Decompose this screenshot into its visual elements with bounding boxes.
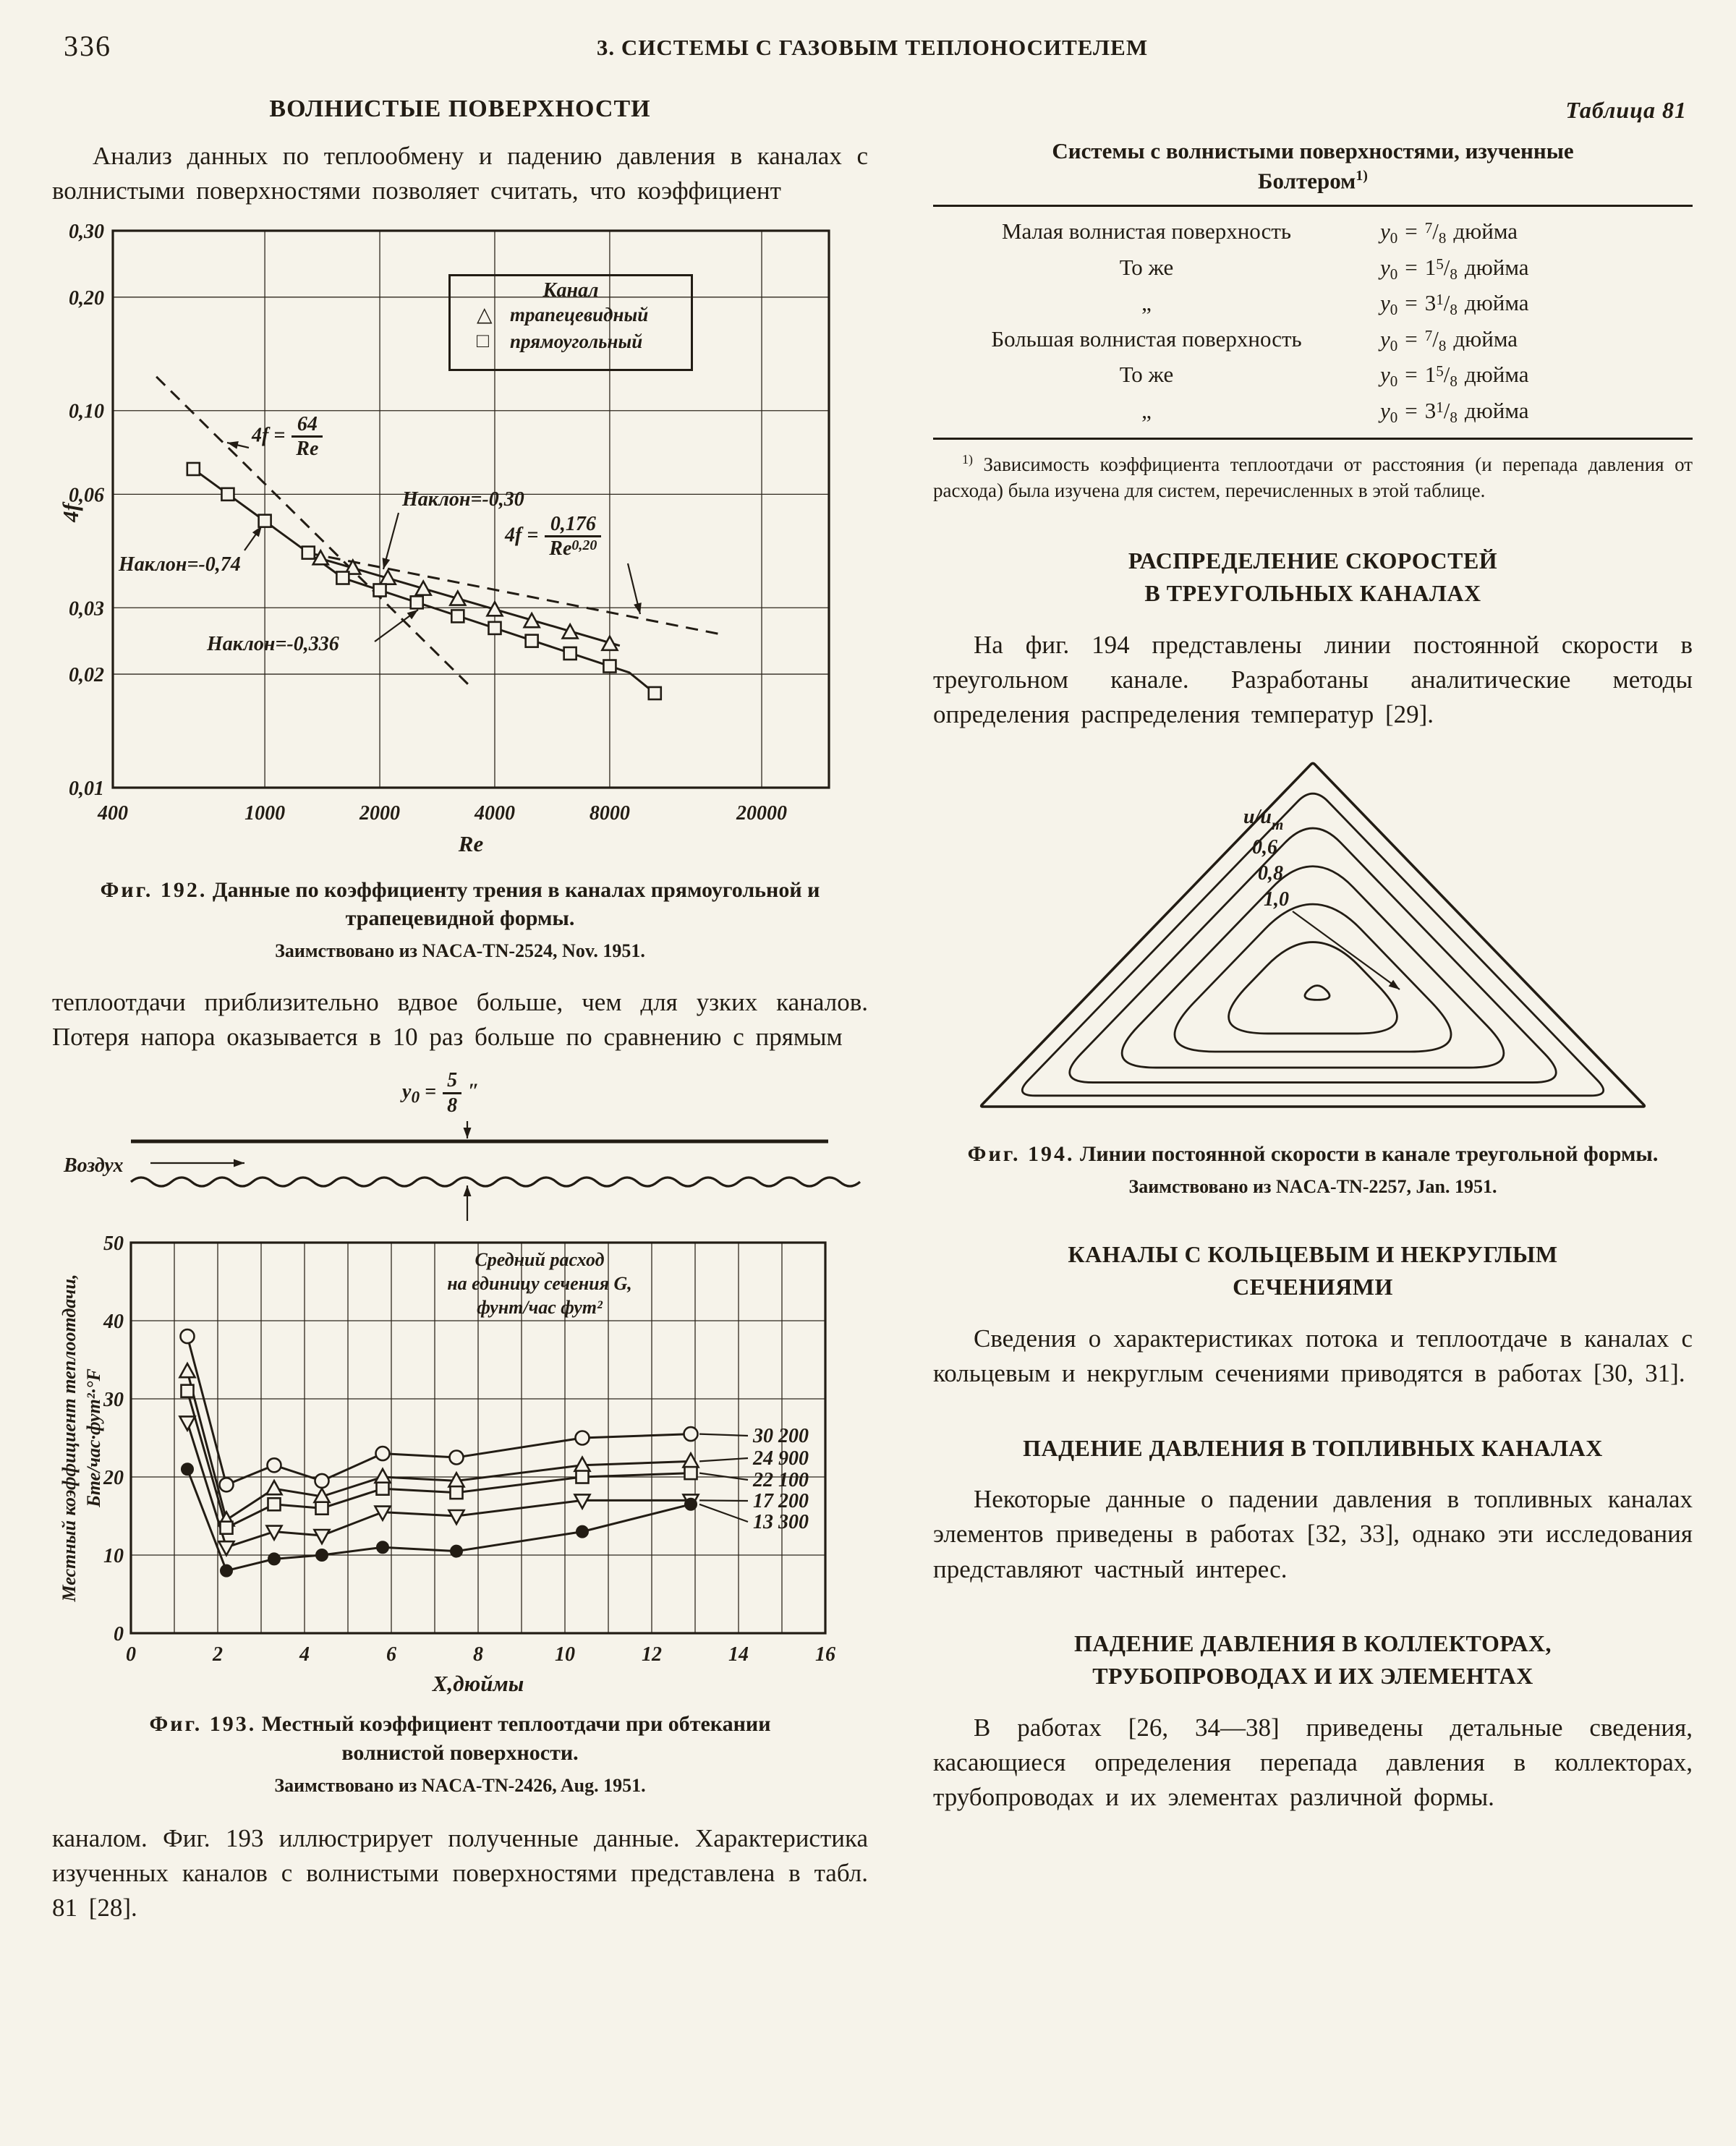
fig194-diagram	[951, 751, 1675, 1127]
chart-text: 40	[103, 1311, 124, 1334]
data-marker	[377, 1541, 389, 1554]
fig192-annotation-slope-030: Наклон=-0,30	[402, 487, 524, 511]
heading-manifolds: ПАДЕНИЕ ДАВЛЕНИЯ В КОЛЛЕКТОРАХ, ТРУБОПРОВОДАХ И ИХ ЭЛЕМЕНТАХ	[1073, 1630, 1552, 1690]
chart-text: на единицу сечения G,	[447, 1273, 632, 1295]
chart-text: 12	[642, 1643, 662, 1666]
table81-label: Таблица 81	[1565, 97, 1687, 123]
data-marker	[451, 1545, 463, 1557]
fig194-level-06: 0,6	[1252, 836, 1277, 859]
inch-mark: ″	[468, 1080, 480, 1103]
chart-text: 0,20	[69, 286, 104, 310]
data-marker	[450, 1451, 464, 1465]
chart-text: 50	[103, 1232, 124, 1256]
chart-text: 0,01	[69, 777, 104, 800]
data-marker	[221, 1522, 233, 1534]
chart-text: Re	[458, 830, 484, 856]
fraction: $\frac{5}{8}$	[443, 1069, 461, 1117]
data-marker	[219, 1542, 234, 1556]
data-marker	[450, 591, 465, 605]
fig193-air-label: Воздух	[64, 1154, 124, 1178]
table-cell-y0: $y_0 = 1^5/_8$ дюйма	[1380, 254, 1529, 283]
data-marker	[268, 1499, 281, 1511]
fig194-quantity-label: $u/u_m$	[1243, 806, 1284, 834]
page-number: 336	[64, 30, 111, 62]
data-marker	[376, 1447, 390, 1460]
chart-text: 20000	[736, 801, 788, 825]
table-row	[933, 286, 1693, 322]
data-marker	[377, 1483, 389, 1495]
paragraph-manifolds: В работах [26, 34—38] приведены детальные сведения, касающиеся определения перепада давления в коллекторах, трубопроводах и их элементах различной формы.	[933, 1713, 1693, 1812]
paragraph-fuel: Некоторые данные о падении давления в топливных каналах элементов приведены в работах [32, 33], однако эти исследования представляют частный интерес.	[933, 1484, 1693, 1583]
chart-text: фунт/час фут²	[477, 1297, 603, 1319]
table-cell-system: Малая волнистая поверхность	[1001, 218, 1292, 244]
data-marker	[684, 1454, 699, 1468]
data-marker	[220, 1478, 234, 1492]
data-marker	[375, 1469, 391, 1483]
data-marker	[684, 1427, 698, 1441]
fig192-legend-item-rectangular	[451, 328, 691, 354]
fig192-annotation-turbulent-equation: 4f = $\frac{0,176}{Re^{0,20}}$	[505, 513, 603, 561]
data-marker	[268, 1459, 281, 1473]
data-marker	[315, 1530, 330, 1543]
data-marker	[180, 1364, 195, 1378]
table-cell-y0: $y_0 = 1^5/_8$ дюйма	[1380, 362, 1529, 391]
table-cell-system: Большая волнистая поверхность	[991, 325, 1302, 352]
data-marker	[187, 463, 200, 475]
left-column	[52, 78, 868, 1925]
chart-text: Средний расход	[475, 1249, 605, 1271]
fig193-y0-label	[402, 1069, 480, 1117]
chart-text: 0,30	[69, 220, 104, 243]
table-cell-system: То же	[1119, 254, 1174, 280]
chart-text: 16	[815, 1643, 835, 1666]
chart-text: Х,дюймы	[432, 1671, 524, 1697]
data-marker	[603, 660, 616, 672]
fig192-legend-label: прямоугольный	[510, 330, 643, 352]
chart-text: 13 300	[753, 1511, 809, 1534]
chart-text: 0,02	[69, 663, 104, 686]
section-title-wavy-surfaces: ВОЛНИСТЫЕ ПОВЕРХНОСТИ	[269, 95, 651, 122]
data-marker	[449, 1510, 464, 1524]
chart-text: Местный коэффициент теплоотдачи,	[59, 1274, 80, 1602]
table-cell-y0: $y_0 = 3^1/_8$ дюйма	[1380, 290, 1529, 319]
data-marker	[526, 634, 538, 647]
chart-text: 30 200	[753, 1425, 809, 1448]
table81-title: Системы с волнистыми поверхностями, изученные Болтером$^{1)}$	[1052, 138, 1574, 194]
data-marker	[374, 584, 386, 596]
y0-symbol: $y_0$ =	[402, 1080, 437, 1107]
data-marker	[563, 624, 578, 638]
fraction: $\frac{64}{Re}$	[292, 413, 323, 461]
square-marker-icon: □	[477, 329, 489, 352]
table81	[933, 205, 1693, 440]
figure-194	[933, 751, 1693, 1198]
fig193-caption	[52, 1710, 868, 1796]
data-marker	[564, 647, 576, 660]
fig194-source: Заимствовано из NACA-TN-2257, Jan. 1951.	[1128, 1176, 1497, 1198]
data-marker	[576, 1471, 589, 1483]
data-marker	[685, 1467, 697, 1479]
fig193-source: Заимствовано из NACA-TN-2426, Aug. 1951.	[274, 1774, 646, 1796]
fig192-annotation-slope-0336: Наклон=-0,336	[207, 632, 339, 655]
data-marker	[576, 1525, 589, 1538]
data-marker	[268, 1553, 281, 1565]
data-marker	[259, 514, 271, 527]
fig192-chart	[58, 220, 858, 863]
chart-text: Бте/час·фут²·°F	[83, 1368, 104, 1508]
data-marker	[315, 1474, 329, 1488]
fig194-contours	[951, 751, 1675, 1127]
data-marker	[316, 1549, 328, 1562]
chart-text: 6	[386, 1643, 396, 1666]
chart-text: 4f	[58, 503, 83, 522]
chart-text: 30	[103, 1389, 124, 1412]
chart-text: 24 900	[753, 1447, 809, 1470]
table-cell-y0: $y_0 = ^7/_8$ дюйма	[1380, 325, 1518, 354]
paragraph-intro: Анализ данных по теплообмену и падению давления в каналах с волнистыми поверхностями позволяет считать, что коэффициент	[52, 142, 868, 205]
data-marker	[221, 487, 234, 500]
data-marker	[336, 571, 349, 584]
chart-text: 0,10	[69, 400, 104, 423]
table-row	[933, 250, 1693, 286]
table-row	[933, 322, 1693, 358]
table-cell-y0: $y_0 = 3^1/_8$ дюйма	[1380, 397, 1529, 426]
table81-title-ref: 1)	[1356, 167, 1368, 184]
data-marker	[451, 610, 464, 622]
right-column	[933, 78, 1693, 1925]
data-marker	[488, 621, 501, 634]
fig192-legend-title: Канал	[542, 278, 599, 302]
chart-text: 20	[103, 1467, 124, 1490]
chart-text: 0,06	[69, 483, 104, 506]
data-marker	[451, 1486, 463, 1499]
fig192-legend-item-trapezoidal	[451, 302, 691, 328]
figure-192	[52, 220, 868, 962]
fig192-annotation-slope-074: Наклон=-0,74	[119, 553, 241, 576]
data-marker	[411, 596, 423, 608]
fig192-annotation-laminar-equation: 4f = $\frac{64}{Re}$	[252, 413, 324, 461]
table-row	[933, 357, 1693, 393]
chart-text: 10	[103, 1545, 124, 1568]
chart-text: 14	[728, 1643, 749, 1666]
chart-text: 4000	[474, 801, 515, 825]
heading-fuel-channels: ПАДЕНИЕ ДАВЛЕНИЯ В ТОПЛИВНЫХ КАНАЛАХ	[1023, 1434, 1603, 1461]
fig192-caption	[52, 876, 868, 962]
fig193-plot	[59, 1228, 858, 1697]
data-marker	[524, 613, 540, 627]
data-marker	[180, 1417, 195, 1431]
data-marker	[182, 1385, 194, 1397]
table-row	[933, 214, 1693, 250]
page-header	[52, 26, 1693, 78]
two-column-layout	[52, 78, 1693, 1925]
fig192-legend	[448, 274, 693, 371]
data-marker	[221, 1564, 233, 1577]
paragraph-annular: Сведения о характеристиках потока и теплоотдаче в каналах с кольцевым и некруглым сечениями приводятся в работах [30, 31].	[933, 1324, 1693, 1388]
fig192-legend-label: трапецевидный	[510, 304, 649, 326]
fig193-caption-text: Фиг. 193. Местный коэффициент теплоотдачи при обтекании волнистой поверхности.	[149, 1712, 771, 1765]
data-marker	[576, 1431, 590, 1445]
table-cell-system: То же	[1119, 362, 1174, 388]
data-marker	[302, 546, 315, 558]
data-marker	[181, 1329, 195, 1343]
table-cell-system: „	[1141, 397, 1152, 423]
data-marker	[649, 687, 661, 699]
chart-text: 22 100	[753, 1469, 809, 1492]
chart-text: 4	[299, 1643, 310, 1666]
data-marker	[182, 1463, 194, 1476]
chart-text: 8	[473, 1643, 483, 1666]
fig194-level-10: 1,0	[1264, 888, 1289, 911]
triangle-marker-icon: △	[477, 303, 493, 326]
figure-193	[52, 1069, 868, 1796]
paragraph-closing: каналом. Фиг. 193 иллюстрирует полученные данные. Характеристика изученных каналов с волнистыми поверхностями представлена в табл. 81 [28].	[52, 1823, 868, 1923]
fig194-level-08: 0,8	[1258, 862, 1283, 885]
chart-text: 10	[555, 1643, 575, 1666]
fig192-source: Заимствовано из NACA-TN-2524, Nov. 1951.	[275, 940, 645, 961]
running-header: 3. СИСТЕМЫ С ГАЗОВЫМ ТЕПЛОНОСИТЕЛЕМ	[596, 35, 1149, 60]
data-marker	[487, 602, 502, 616]
chart-text: 17 200	[753, 1490, 809, 1513]
chart-text: 0	[126, 1643, 136, 1666]
fig193-chart	[59, 1228, 858, 1697]
chart-text: 0	[114, 1623, 124, 1646]
chart-text: 0,03	[69, 597, 104, 620]
table-row	[933, 393, 1693, 430]
data-marker	[685, 1499, 697, 1511]
fig192-caption-text: Фиг. 192. Данные по коэффициенту трения в каналах прямоугольной и трапецевидной формы.	[100, 877, 820, 931]
paragraph-continued: теплоотдачи приблизительно вдвое больше, чем для узких каналов. Потеря напора оказывается в 10 раз больше по сравнению с прямым	[52, 987, 868, 1052]
chart-text: 8000	[589, 801, 630, 825]
chart-text: 1000	[244, 801, 286, 825]
fig193-duct-svg	[62, 1120, 858, 1228]
chart-text: 2	[213, 1643, 223, 1666]
data-marker	[316, 1502, 328, 1515]
fig194-caption-text: Фиг. 194. Линии постоянной скорости в канале треугольной формы.	[967, 1142, 1659, 1167]
data-marker	[416, 581, 431, 595]
fig194-caption	[933, 1140, 1693, 1198]
paragraph-velocity: На фиг. 194 представлены линии постоянной скорости в треугольном канале. Разработаны аналитические методы определения распределения температур [29].	[933, 630, 1693, 729]
data-marker	[267, 1481, 282, 1495]
chart-text: 400	[98, 801, 128, 825]
fig193-duct-sketch	[62, 1069, 858, 1228]
heading-velocity-distribution: РАСПРЕДЕЛЕНИЕ СКОРОСТЕЙ В ТРЕУГОЛЬНЫХ КАНАЛАХ	[1128, 547, 1498, 607]
table-cell-y0: $y_0 = ^7/_8$ дюйма	[1380, 218, 1518, 247]
table-cell-system: „	[1141, 290, 1152, 316]
chart-text: 2000	[359, 801, 401, 825]
fraction: $\frac{0,176}{Re^{0,20}}$	[545, 513, 601, 561]
table81-footnote: $^{1)}$ Зависимость коэффициента теплоотдачи от расстояния (и перепада давления от расхода) была изучена для систем, перечисленных в этой таблице.	[933, 452, 1693, 502]
heading-annular-channels: КАНАЛЫ С КОЛЬЦЕВЫМ И НЕКРУГЛЫМ СЕЧЕНИЯМИ	[1068, 1241, 1558, 1300]
